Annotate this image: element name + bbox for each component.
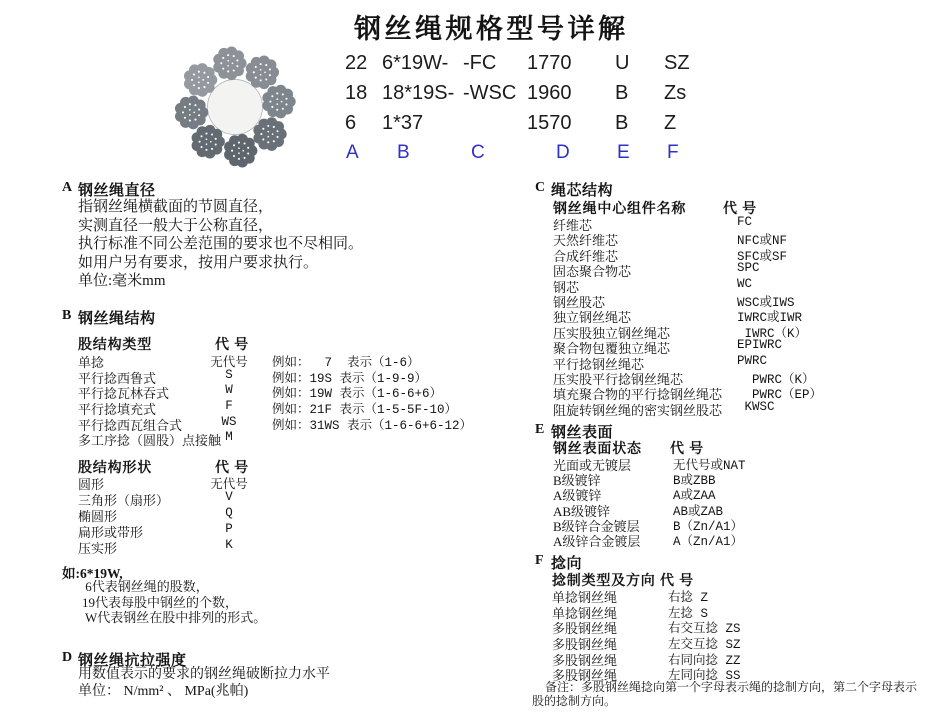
section-letter: A [62,180,73,195]
strand-type-table [78,334,488,454]
section-b-structure [62,307,492,652]
table-header [535,198,926,217]
row-code: 右同向捻 ZZ [668,654,741,668]
row-label: 平行捻西瓦组合式 [78,418,183,433]
column-header: 代 号 [670,442,704,457]
table-row [535,261,926,277]
spec-cell: 22 [345,52,368,74]
table-row [535,277,926,293]
row-code: WSC或IWS [737,296,795,310]
table-row [535,354,926,370]
body-line: 执行标准不同公差范围的要求也不尽相同。 [78,236,364,253]
rope-strand [253,117,286,151]
row-label: 三角形（扇形） [78,493,170,508]
table-row [78,522,358,538]
spec-cell: U [615,52,630,74]
column-header: 钢丝绳中心组件名称 [553,202,687,217]
row-label: A级锌合金镀层 [553,534,641,549]
row-code: IWRC（K） [737,327,808,341]
table-row [78,490,358,506]
naming-example-block [62,562,382,634]
spec-row [345,82,765,108]
row-label: 压实股平行捻钢丝绳芯 [553,372,684,387]
section-letter: F [535,553,544,568]
table-row [78,368,488,384]
spec-letter: C [471,142,485,163]
row-label: 平行捻西鲁式 [78,371,157,386]
table-row [535,323,926,339]
column-header: 捻制类型及方向 [552,574,656,589]
section-body [78,198,363,291]
row-code: 右捻 Z [668,591,709,605]
rope-strand [262,85,295,119]
row-label: 多股钢丝绳 [552,637,618,652]
row-label: 单捻钢丝绳 [552,606,618,621]
body-line: 用数值表示的要求的钢丝绳破断拉力水平 [78,667,330,682]
row-label: 平行捻填充式 [78,402,157,417]
row-label: 椭圆形 [78,509,118,524]
row-code: SFC或SF [737,250,788,264]
row-label: 纤维芯 [553,218,593,233]
row-code: 左同向捻 SS [668,669,741,683]
table-row [535,455,926,471]
spec-letter: B [397,142,410,163]
spec-cell: 1*37 [382,112,424,134]
row-label: 钢芯 [553,280,580,295]
row-code: 无代号 [210,356,248,370]
wire-rope-cross-section-image [172,43,304,171]
row-code: 无代号 [210,478,248,492]
spec-letter: F [667,142,679,163]
row-code: K [225,538,233,552]
spec-cell: Z [664,112,677,134]
row-label: 压实股独立钢丝绳芯 [553,326,671,341]
section-d-strength [62,649,452,709]
spec-cell: SZ [664,52,690,74]
row-label: 扁形或带形 [78,525,144,540]
row-example: 例如： 7 表示（1-6） [272,356,420,370]
table-row [535,650,926,666]
row-label: 独立钢丝绳芯 [553,310,632,325]
row-code: NFC或NF [737,234,788,248]
row-label: B级锌合金镀层 [553,519,640,534]
spec-cell: Zs [664,82,687,104]
row-code: PWRC（K） [737,373,815,387]
strand-shape-table [78,457,358,557]
spec-letter-row [345,142,765,168]
spec-example-table [345,52,765,167]
section-title: 绳芯结构 [551,183,614,199]
spec-cell: B [615,112,629,134]
section-letter: C [535,180,546,195]
table-row [535,292,926,308]
row-label: 多股钢丝绳 [552,668,618,683]
row-example: 例如：21F 表示（1-5-5F-10） [272,403,458,417]
row-code: WC [737,277,753,291]
row-code: SPC [737,261,760,275]
column-header: 代 号 [215,461,249,476]
row-label: B级镀锌 [553,473,601,488]
row-example: 例如：19S 表示（1-9-9） [272,372,428,386]
row-code: 无代号或NAT [673,459,746,473]
spec-cell: -WSC [463,82,517,104]
row-example: 例如：19W 表示（1-6-6+6） [272,387,443,401]
table-row [535,384,926,400]
body-line: 单位： N/mm² 、 MPa(兆帕) [78,684,249,699]
table-row [535,338,926,354]
section-letter: B [62,308,72,323]
table-row [535,470,926,486]
table-header [535,570,926,589]
rope-strand [175,96,208,130]
row-label: 多股钢丝绳 [552,621,618,636]
example-heading: 如:6*19W, [62,566,123,581]
body-line: 指钢丝绳横截面的节圆直径， [78,199,274,215]
row-code: A（Zn/A1） [673,535,744,549]
table-header [535,438,926,457]
body-line: 单位:毫米mm [78,273,166,290]
table-row [78,352,488,368]
table-row [535,215,926,231]
table-row [535,369,926,385]
rope-strand [184,63,217,97]
footnote-line: 股的捻制方向。 [532,694,617,708]
section-title: 捻向 [551,556,583,572]
row-code: WS [221,415,237,429]
row-label: 多股钢丝绳 [552,653,618,668]
section-body [78,666,330,700]
row-label: 固态聚合物芯 [553,264,632,279]
body-line: 6代表钢丝绳的股数， [82,579,209,594]
row-code: 右交互捻 ZS [668,622,741,636]
row-code: S [225,368,233,382]
row-code: AB或ZAB [673,505,724,519]
table-row [535,634,926,650]
row-example: 例如：31WS 表示（1-6-6+6-12） [272,419,473,433]
footnote-line: 备注：多股钢丝绳捻向第一个字母表示绳的捻制方向，第二个字母表示 [545,680,918,694]
row-label: A级镀锌 [553,488,602,503]
row-code: EPIWRC [737,338,783,352]
row-code: IWRC或IWR [737,311,803,325]
table-header [78,457,358,476]
table-row [78,399,488,415]
column-header: 股结构类型 [78,338,152,353]
column-header: 股结构形状 [78,461,152,476]
section-letter: D [62,650,73,665]
row-code: KWSC [737,400,775,414]
row-label: 光面或无镀层 [553,458,632,473]
spec-cell: 1960 [527,82,572,104]
table-row [535,531,926,547]
row-label: 平行捻瓦林吞式 [78,386,170,401]
spec-cell: 18*19S- [382,82,455,104]
table-row [535,587,926,603]
row-code: W [225,383,233,397]
row-code: V [225,490,233,504]
table-row [535,618,926,634]
table-header [78,334,488,353]
section-a-diameter [62,179,452,294]
section-title: 钢丝表面 [551,425,614,441]
body-line: 实测直径一般大于公称直径， [78,217,274,234]
body-line: 19代表每股中钢丝的个数， [82,594,239,610]
table-row [535,307,926,323]
row-label: 单捻 [78,355,105,370]
spec-cell: 6 [345,112,357,134]
row-code: 左交互捻 SZ [668,638,741,652]
table-row [78,383,488,399]
column-header: 钢丝表面状态 [553,442,642,457]
row-code: F [225,399,233,413]
row-label: 钢丝股芯 [553,295,606,310]
row-label: 平行捻钢丝绳芯 [553,357,645,372]
row-code: FC [737,215,753,229]
column-header: 代 号 [723,202,757,217]
table-row [535,400,926,416]
section-title: 钢丝绳结构 [78,311,156,327]
spec-letter: D [556,142,570,163]
row-code: P [225,522,233,536]
rope-strand [224,134,257,168]
row-code: A或ZAA [673,489,716,503]
section-title: 钢丝绳抗拉强度 [78,653,187,669]
row-label: 圆形 [78,477,105,492]
spec-cell: 1770 [527,52,572,74]
rope-strand [192,125,225,159]
section-f-lay-direction [532,552,926,712]
section-c-core [535,179,926,424]
example-lines [82,579,266,626]
body-line: 如用户另有要求，按用户要求执行。 [78,254,319,271]
row-label: 聚合物包覆独立绳芯 [553,341,671,356]
table-row [535,485,926,501]
row-label: 填充聚合物的平行捻钢丝绳芯 [553,387,723,402]
table-row [535,603,926,619]
row-label: AB级镀锌 [553,504,611,519]
row-code: M [225,430,233,444]
table-row [78,506,358,522]
spec-cell: B [615,82,629,104]
rope-core-circle [208,80,263,135]
row-label: 阻旋转钢丝绳的密实钢丝股芯 [553,403,723,418]
body-line: W代表钢丝在股中排列的形式。 [82,610,267,626]
table-row [535,516,926,532]
section-letter: E [535,422,545,437]
column-header: 代 号 [215,338,249,353]
section-title: 钢丝绳直径 [78,183,156,199]
spec-cell: 6*19W- [382,52,449,74]
spec-letter: A [346,142,359,163]
spec-letter: E [617,142,630,163]
row-label: 压实形 [78,541,118,556]
table-row [78,538,358,554]
row-label: 多工序捻（圆股）点接触 [78,433,222,448]
row-code: Q [225,506,233,520]
table-row [535,501,926,517]
row-label: 单捻钢丝绳 [552,590,618,605]
spec-row [345,52,765,78]
row-code: B（Zn/A1） [673,520,744,534]
table-row [535,230,926,246]
table-row [78,430,488,446]
section-e-surface [535,421,926,549]
spec-cell: 18 [345,82,368,104]
table-row [78,415,488,431]
spec-cell: -FC [463,52,497,74]
row-code: B或ZBB [673,474,716,488]
table-row [78,474,358,490]
spec-cell: 1570 [527,112,572,134]
spec-row [345,112,765,138]
table-row [535,246,926,262]
row-label: 合成纤维芯 [553,249,619,264]
page-title: 钢丝绳规格型号详解 [354,14,629,44]
row-code: PWRC（EP） [737,388,823,402]
rope-strand [213,46,246,80]
row-code: PWRC [737,354,768,368]
column-header: 代 号 [660,574,694,589]
row-label: 天然纤维芯 [553,233,619,248]
row-code: 左捻 S [668,607,709,621]
